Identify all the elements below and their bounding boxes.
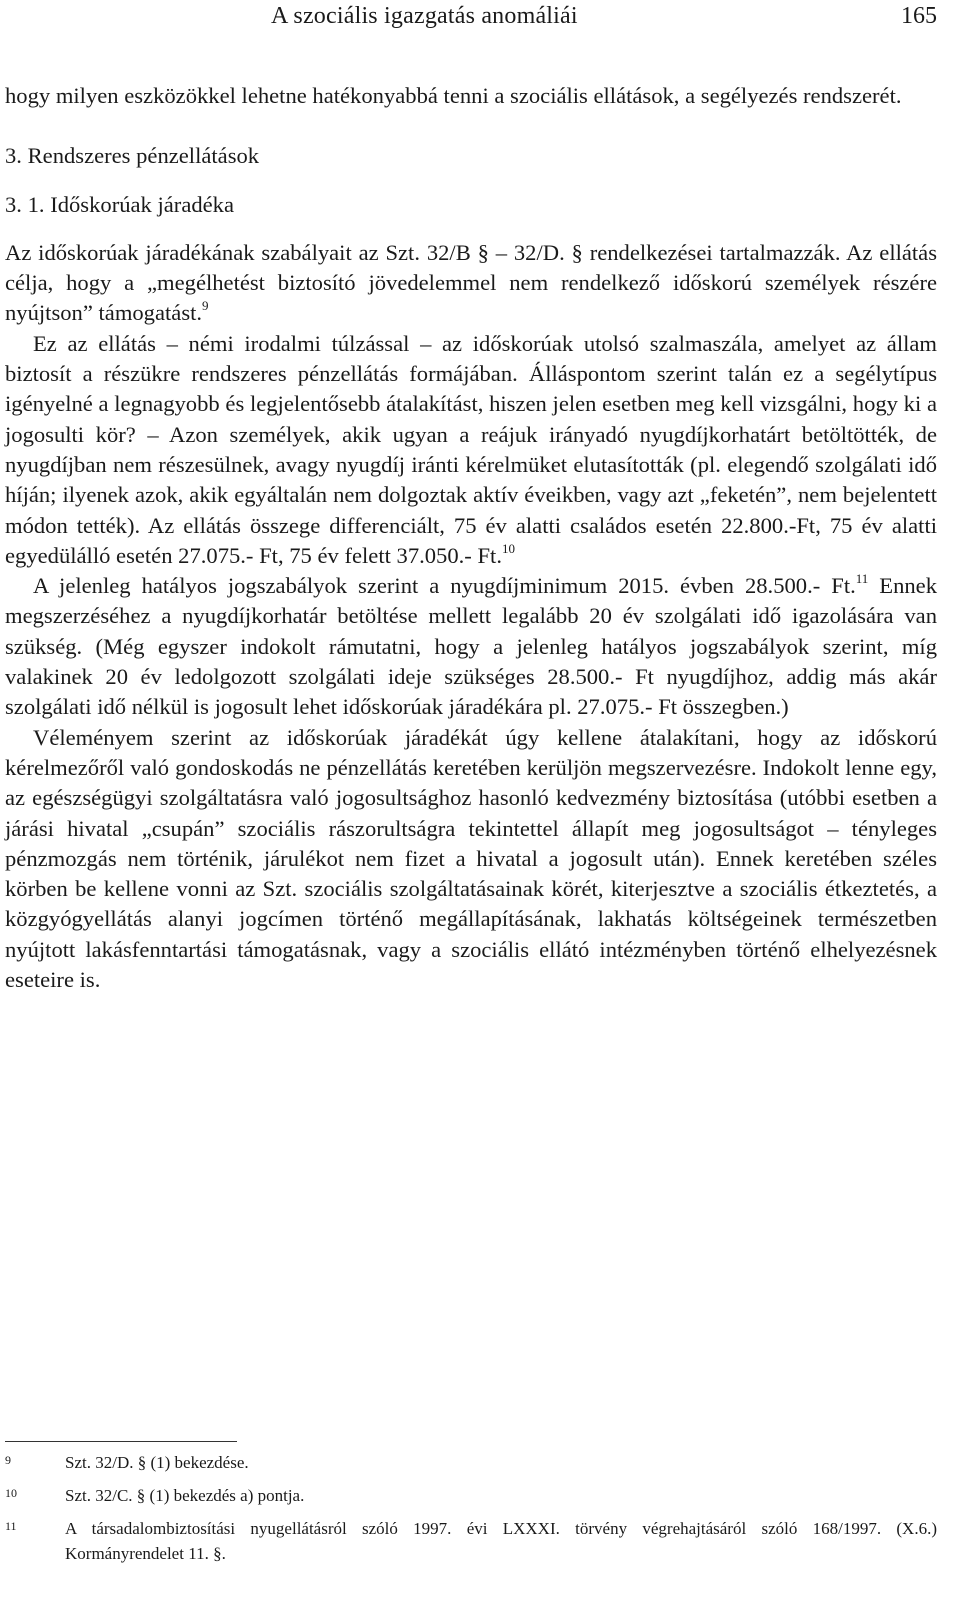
footnote-9 bbox=[5, 1450, 937, 1475]
paragraph-3-text-a: A jelenleg hatályos jogszabályok szerint a nyugdíjminimum 2015. évben 28.500.- Ft. bbox=[33, 573, 856, 599]
footnote-text: A társadalombiztosítási nyugellátásról szóló 1997. évi LXXXI. törvény végrehajtásáról szóló 168/1997. (X.6.) Kormányrendelet 11. §. bbox=[65, 1519, 937, 1563]
footnote-ref-9[interactable]: 9 bbox=[202, 298, 209, 314]
footnote-ref-11[interactable]: 11 bbox=[855, 571, 869, 587]
footnote-number: 10 bbox=[5, 1486, 17, 1500]
paragraph-1 bbox=[5, 238, 937, 329]
footnote-10 bbox=[5, 1483, 937, 1508]
body-text bbox=[5, 81, 937, 995]
running-title: A szociális igazgatás anomáliái bbox=[271, 3, 578, 29]
running-header bbox=[5, 3, 937, 33]
paragraph-1-text: Az időskorúak járadékának szabályait az Szt. 32/B § – 32/D. § rendelkezései tartalmazzák. Az ellátás célja, hogy a „megélhetést biztosító jövedelemmel nem rendelkező időskorú személyek részére nyújtson” támogatást. bbox=[5, 239, 937, 326]
paragraph-2 bbox=[5, 329, 937, 571]
footnote-ref-10[interactable]: 10 bbox=[501, 540, 515, 556]
paragraph-4: Véleményem szerint az időskorúak járadékát úgy kellene átalakítani, hogy az időskorú kérelmezőről való gondoskodás ne pénzellátás keretében kerüljön megszervezésre. Indokolt lenne egy, az egészségügyi szolgáltatásra való jogosultsághoz hasonló kedvezmény biztosítása (utóbbi esetben a járási hivatal „csupán” szociális rászorultságra tekintettel állapít meg jogosultságot – tényleges pénzmozgás nem történik, járulékot nem fizet a hivatal a jogosult után). Ennek keretében széles körben be kellene vonni az Szt. szociális szolgáltatásainak körét, kiterjesztve a szociális étkeztetés, a közgyógyellátás alanyi jogcímen történő megállapításának, lakhatás költségeinek természetben nyújtott lakásfenntartási támogatásnak, vagy a szociális ellátó intézményben történő elhelyezésnek eseteire is. bbox=[5, 724, 937, 993]
paragraph-3-text-b: Ennek megszerzéséhez a nyugdíjkorhatár betöltése mellett legalább 20 év szolgálati idő igazolására van szükség. (Még egyszer indokolt rámutatni, hogy a jelenleg hatályos jogszabályok szerint, míg valakinek 20 év ledolgozott szolgálati ideje szükséges 28.500.- Ft nyugdíjhoz, addig más akár szolgálati idő nélkül is jogosult lehet időskorúak járadékára pl. 27.075.- Ft összegben.) bbox=[5, 573, 937, 720]
footnote-divider bbox=[5, 1441, 237, 1442]
footnote-text: Szt. 32/C. § (1) bekezdés a) pontja. bbox=[65, 1486, 305, 1505]
paragraph-2-text: Ez az ellátás – némi irodalmi túlzással – az időskorúak utolsó szalmaszála, amelyet az állam biztosít a részükre rendszeres pénzellátás formájában. Álláspontom szerint talán ez a segélytípus igényelné a legnagyobb és legjelentősebb átalakítást, hiszen jelen esetben meg kell vizsgálni, hogy ki a jogosulti kör? – Azon személyek, akik ugyan a reájuk irányadó nyugdíjkorhatárt betöltötték, de nyugdíjban nem részesülnek, avagy nyugdíj iránti kérelmüket elutasították (pl. elegendő szolgálati idő híján; ilyenek azok, akik egyáltalán nem dolgoztak aktív éveikben, vagy azt „feketén”, nem bejelentett módon tették). Az ellátás összege differenciált, 75 év alatti családos esetén 22.800.-Ft, 75 év alatti egyedülálló esetén 27.075.- Ft, 75 év felett 37.050.- Ft. bbox=[5, 330, 937, 568]
subsection-heading: 3. 1. Időskorúak járadéka bbox=[5, 191, 234, 217]
page-number: 165 bbox=[901, 3, 937, 29]
footnote-number: 9 bbox=[5, 1453, 11, 1467]
paragraph-3 bbox=[5, 571, 937, 722]
intro-paragraph: hogy milyen eszközökkel lehetne hatékonyabbá tenni a szociális ellátások, a segélyezés rendszerét. bbox=[5, 83, 902, 108]
footnote-number: 11 bbox=[5, 1519, 17, 1533]
footnote-text: Szt. 32/D. § (1) bekezdése. bbox=[65, 1453, 249, 1472]
footnote-11 bbox=[5, 1516, 937, 1566]
section-heading: 3. Rendszeres pénzellátások bbox=[5, 143, 260, 169]
footnotes-section bbox=[5, 1450, 937, 1574]
